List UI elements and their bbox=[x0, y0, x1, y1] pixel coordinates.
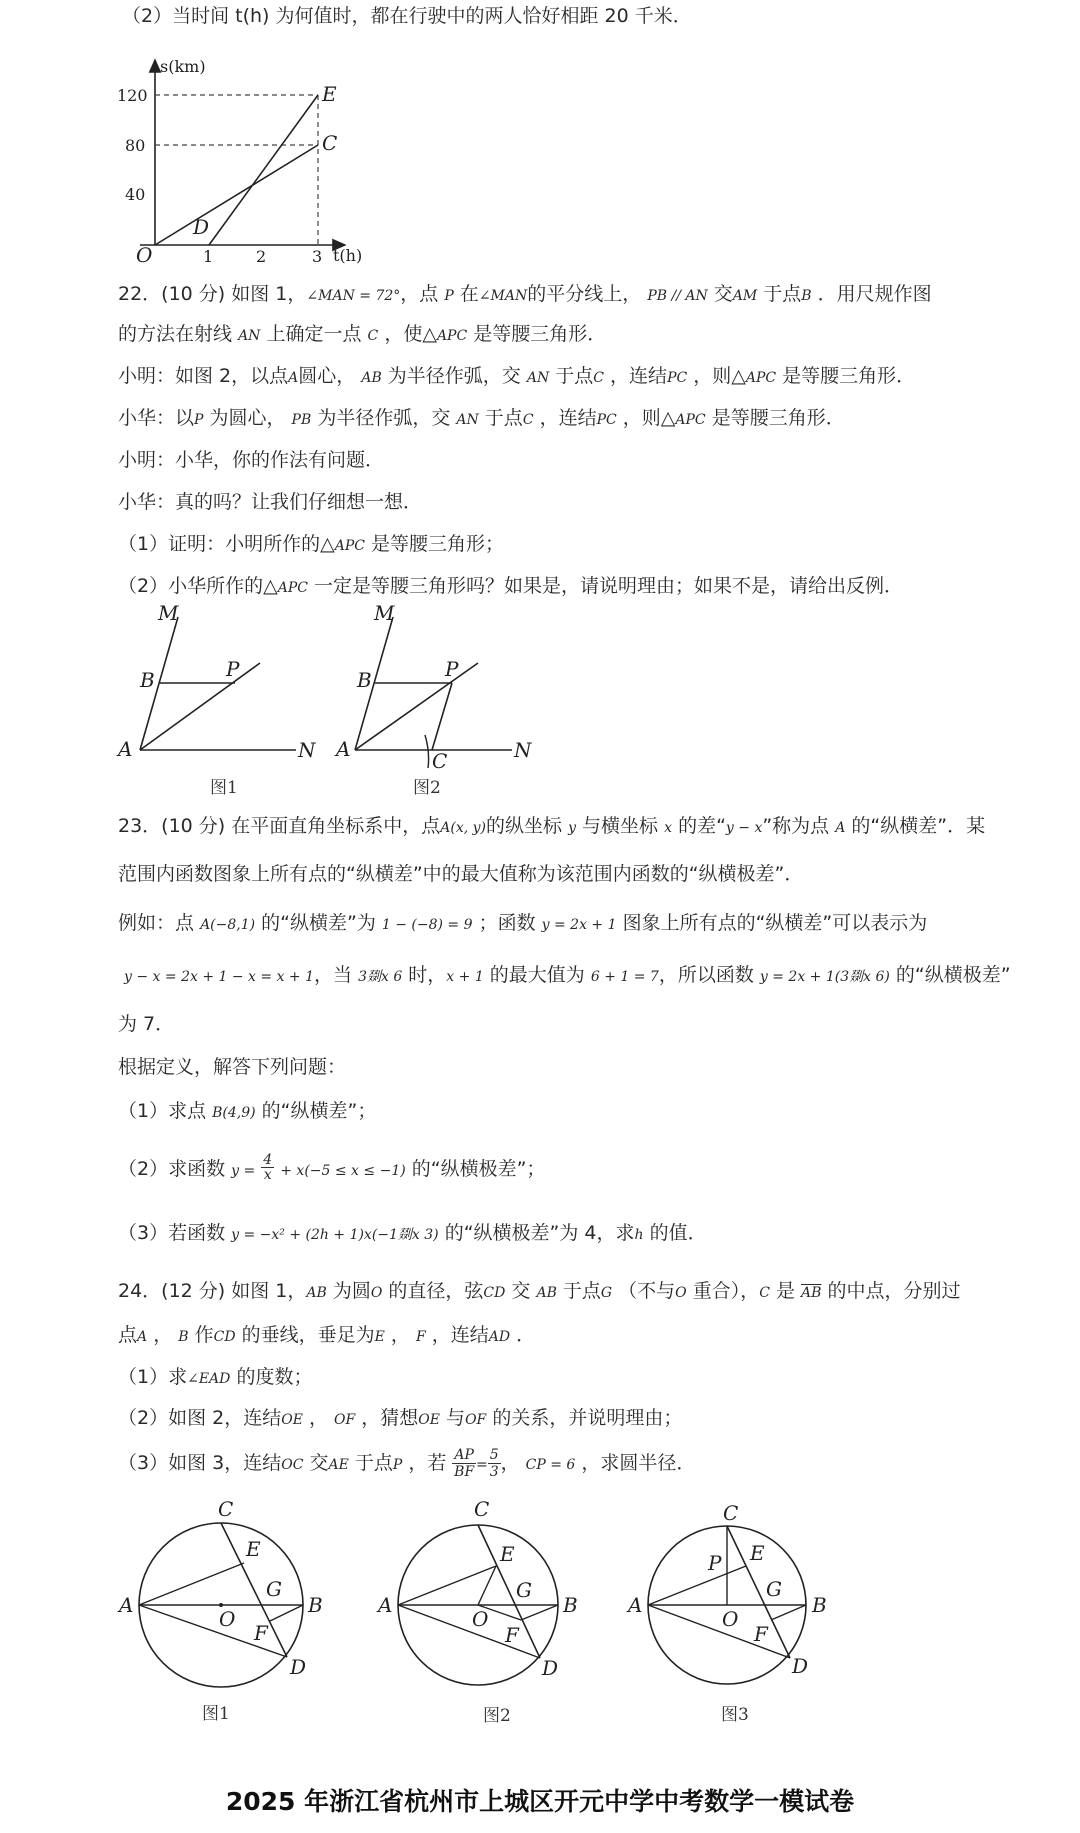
svg-text:P: P bbox=[708, 1551, 722, 1575]
svg-text:M: M bbox=[374, 601, 395, 625]
q24-line-2: 点A ， B 作CD 的垂线，垂足为E ， F ，连结AD ． bbox=[118, 1324, 536, 1346]
q22-figure-1 bbox=[116, 601, 317, 798]
svg-text:F: F bbox=[754, 1622, 768, 1646]
q22-part-1: （1）证明：小明所作的△APC 是等腰三角形； bbox=[118, 533, 505, 555]
svg-text:B: B bbox=[308, 1593, 323, 1617]
svg-text:P: P bbox=[226, 657, 240, 681]
point-C: C bbox=[322, 131, 338, 155]
svg-text:A: A bbox=[378, 1593, 393, 1617]
fraction-5-over-3: $\frac{5}{3}$ bbox=[489, 1447, 499, 1480]
y-tick-80: 80 bbox=[125, 136, 146, 155]
svg-text:N: N bbox=[298, 738, 316, 762]
svg-text:E: E bbox=[246, 1537, 261, 1561]
q22-part-2: （2）小华所作的△APC 一定是等腰三角形吗？如果是，请说明理由；如果不是，请给出反例． bbox=[118, 575, 904, 597]
svg-text:F: F bbox=[505, 1623, 519, 1647]
q23-line-4: y − x = 2x + 1 − x = x + 1，当 3剟x 6 时，x + 1 的最大值为 6 + 1 = 7，所以函数 y = 2x + 1(3剟x 6) 的“纵横极差” bbox=[124, 964, 1011, 986]
svg-text:A: A bbox=[118, 737, 133, 761]
q23-line-5: 为 7． bbox=[118, 1013, 175, 1035]
q23-line-6: 根据定义，解答下列问题： bbox=[118, 1056, 347, 1078]
q24-figure-3 bbox=[626, 1501, 827, 1725]
svg-text:G: G bbox=[516, 1578, 532, 1602]
x-tick-1: 1 bbox=[203, 247, 214, 266]
q23-line-2: 范围内函数图象上所有点的“纵横差”中的最大值称为该范围内函数的“纵横极差”． bbox=[118, 863, 804, 885]
y-tick-40: 40 bbox=[125, 185, 146, 204]
q23-part-3: （3）若函数 y = −x² + (2h + 1)x(−1剟x 3) 的“纵横极差”为 4，求h 的值． bbox=[118, 1222, 707, 1244]
q24-fig2-caption: 图2 bbox=[483, 1706, 511, 1726]
q22-fig2-caption: 图2 bbox=[413, 778, 441, 798]
svg-text:E: E bbox=[750, 1541, 765, 1565]
svg-text:G: G bbox=[266, 1577, 282, 1601]
q24-figure-1 bbox=[117, 1497, 323, 1724]
svg-text:O: O bbox=[219, 1607, 236, 1631]
fraction-AP-over-BF: $\frac{AP}{BF}$ bbox=[454, 1447, 475, 1480]
q22-xiaohua-2: 小华：真的吗？让我们仔细想一想． bbox=[118, 491, 423, 513]
graph-ylabel: s(km) bbox=[160, 57, 206, 76]
svg-text:P: P bbox=[445, 657, 459, 681]
point-D: D bbox=[193, 215, 210, 239]
q23-line-3: 例如：点 A(−8,1) 的“纵横差”为 1 − (−8) = 9 ；函数 y = 2x + 1 图象上所有点的“纵横差”可以表示为 bbox=[118, 912, 928, 934]
svg-text:D: D bbox=[290, 1655, 307, 1679]
q23-part-1: （1）求点 B(4,9) 的“纵横差”； bbox=[118, 1100, 377, 1122]
point-E: E bbox=[322, 82, 337, 106]
q24-fig1-caption: 图1 bbox=[202, 1704, 230, 1724]
svg-text:A: A bbox=[336, 737, 351, 761]
y-tick-120: 120 bbox=[117, 86, 148, 105]
q24-figure-2 bbox=[376, 1497, 578, 1726]
cut-question-line: （2）当时间 t(h) 为何值时，都在行驶中的两人恰好相距 20 千米． bbox=[122, 5, 692, 27]
q23-line-1: 23．(10 分) 在平面直角坐标系中，点A(x, y)的纵坐标 y 与横坐标 x 的差“y − x”称为点 A 的“纵横差”．某 bbox=[118, 815, 986, 837]
svg-text:G: G bbox=[766, 1577, 782, 1601]
q22-line-2: 的方法在射线 AN 上确定一点 C ，使△APC 是等腰三角形． bbox=[118, 323, 607, 345]
svg-text:B: B bbox=[812, 1593, 827, 1617]
svg-text:C: C bbox=[218, 1497, 234, 1521]
q22-line-1: 22．(10 分) 如图 1，∠MAN = 72°，点 P 在∠MAN的平分线上， PB // AN 交AM 于点B ．用尺规作图 bbox=[118, 283, 932, 305]
st-graph bbox=[117, 57, 362, 267]
exam-title: 2025 年浙江省杭州市上城区开元中学中考数学一模试卷 bbox=[225, 1787, 855, 1816]
q22-figure-2 bbox=[334, 601, 533, 798]
q24-fig3-caption: 图3 bbox=[721, 1705, 749, 1725]
svg-text:O: O bbox=[722, 1607, 739, 1631]
q24-part-3: （3）如图 3，连结OC 交AE 于点P ，若 $\frac{AP}{BF}$ = $\frac{5}{3}$ ， CP = 6 ，求圆半径． bbox=[118, 1447, 696, 1480]
svg-text:C: C bbox=[474, 1497, 490, 1521]
svg-text:F: F bbox=[254, 1621, 268, 1645]
svg-text:B: B bbox=[563, 1593, 578, 1617]
svg-text:E: E bbox=[500, 1542, 515, 1566]
q24-part-1: （1）求∠EAD 的度数； bbox=[118, 1366, 313, 1388]
svg-text:D: D bbox=[542, 1656, 559, 1680]
line-DE bbox=[209, 95, 318, 245]
q22-xiaoming-2: 小明：小华，你的作法有问题． bbox=[118, 449, 385, 471]
svg-text:A: A bbox=[628, 1593, 643, 1617]
origin-label: O bbox=[136, 243, 153, 267]
svg-text:O: O bbox=[472, 1607, 489, 1631]
svg-text:B: B bbox=[357, 668, 372, 692]
x-tick-3: 3 bbox=[312, 247, 323, 266]
q24-line-1: 24．(12 分) 如图 1，AB 为圆O 的直径，弦CD 交 AB 于点G （不与O 重合），C 是 $\overline{AB}$ 的中点，分别过 bbox=[118, 1280, 961, 1302]
svg-text:N: N bbox=[514, 738, 532, 762]
fraction-4-over-x: $\frac{4}{x}$ bbox=[263, 1152, 273, 1183]
q22-xiaohua-1: 小华：以P 为圆心， PB 为半径作弧，交 AN 于点C ，连结PC ，则△APC 是等腰三角形． bbox=[118, 407, 845, 429]
q23-part-2: （2）求函数 y = $\frac{4}{x}$ + x(−5 ≤ x ≤ −1) 的“纵横极差”； bbox=[118, 1152, 546, 1183]
q22-fig1-caption: 图1 bbox=[210, 778, 238, 798]
svg-text:B: B bbox=[140, 668, 155, 692]
q24-part-2: （2）如图 2，连结OE ， OF ，猜想OE 与OF 的关系，并说明理由； bbox=[118, 1407, 683, 1429]
svg-text:C: C bbox=[432, 749, 448, 773]
svg-text:C: C bbox=[723, 1501, 739, 1525]
x-tick-2: 2 bbox=[256, 247, 267, 266]
svg-text:D: D bbox=[792, 1654, 809, 1678]
line-OC bbox=[155, 145, 318, 245]
q22-xiaoming-1: 小明：如图 2，以点A圆心， AB 为半径作弧，交 AN 于点C ，连结PC ，则△APC 是等腰三角形． bbox=[118, 365, 916, 387]
graph-xlabel: t(h) bbox=[333, 246, 363, 265]
svg-text:A: A bbox=[119, 1593, 134, 1617]
svg-text:M: M bbox=[158, 601, 179, 625]
